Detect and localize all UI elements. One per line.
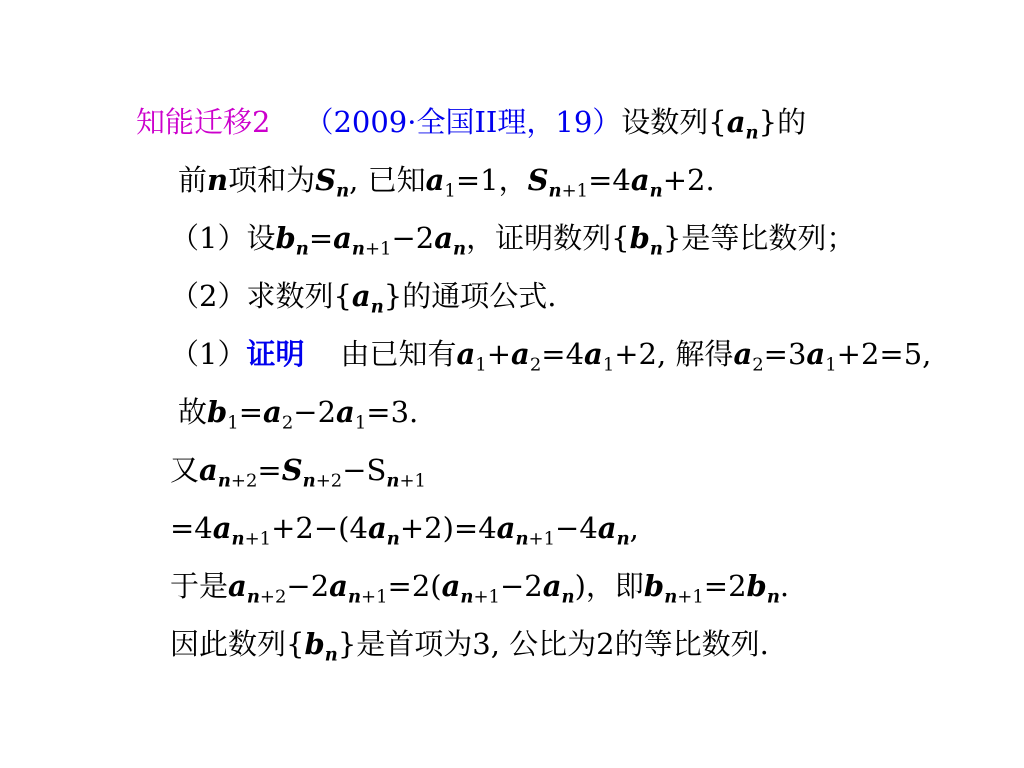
solution-part-marker: （1） [170, 337, 247, 371]
solution-line-6 [170, 626, 769, 666]
solution-step1: 由已知有$a_1+a_2=4a_1+2$, 解得$a_2=3a_1+2=5$, [340, 337, 932, 376]
solution-step6: 因此数列$\{b_n\}$是首项为3, 公比为2的等比数列. [170, 627, 769, 666]
solution-step2: 故$b_1=a_2-2a_1=3$. [178, 395, 419, 434]
problem-part-2 [170, 278, 557, 318]
part2-text: （2）求数列$\{a_n\}$的通项公式. [170, 279, 557, 318]
solution-step5: 于是$a_{n+2}-2a_{n+1}=2(a_{n+1}-2a_n)$，即$b_{n+1}=2b_n$. [170, 569, 790, 608]
solution-line-5 [170, 568, 790, 608]
solution-line-3 [170, 452, 426, 492]
part1-text: （1）设$b_n=a_{n+1}-2a_n$，证明数列$\{b_n\}$是等比数列； [170, 221, 856, 260]
problem-line2-text: 前n项和为$S_n$, 已知$a_1=1$，$S_{n+1}=4a_n+2$. [178, 163, 715, 202]
problem-part-1 [170, 220, 856, 260]
problem-line-2 [178, 162, 715, 202]
solution-step4: $=4a_{n+1}+2-(4a_n+2)=4a_{n+1}-4a_n$, [170, 511, 639, 550]
problem-label: 知能迁移2 [136, 105, 271, 139]
problem-source: （2009·全国II理，19） [304, 105, 622, 139]
problem-line1-text: 设数列$\{a_n\}$的 [621, 105, 807, 144]
proof-label: 证明 [246, 337, 305, 371]
solution-line-2 [178, 394, 419, 434]
solution-line-1 [170, 336, 932, 376]
problem-line-1 [136, 104, 807, 144]
solution-line-4 [170, 510, 639, 550]
solution-step3: 又$a_{n+2}=S_{n+2}-S_{n+1}$ [170, 453, 426, 492]
